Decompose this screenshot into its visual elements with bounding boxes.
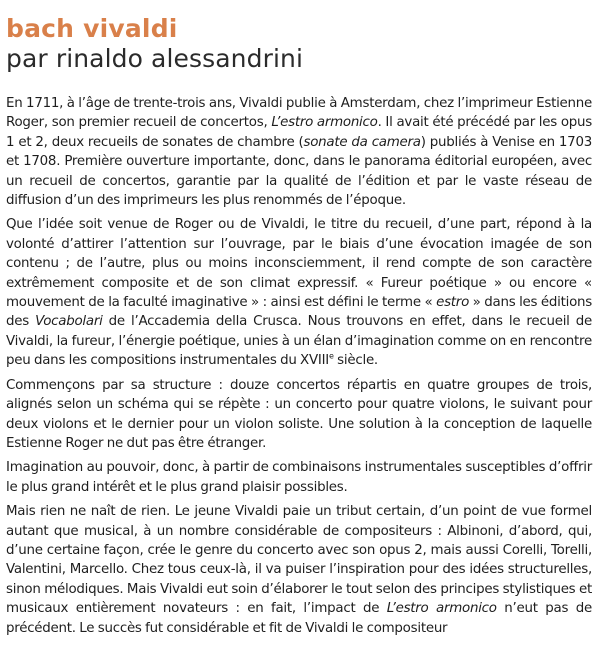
paragraph-2-text-c: » dans les éditions des xyxy=(6,295,592,330)
paragraph-5 xyxy=(6,502,592,638)
paragraph-1 xyxy=(6,94,592,210)
paragraph-4: Imagination au pouvoir, donc, à partir de combinaisons instrumentales susceptibles d’offrir le plus grand intérêt et le plus grand plaisir possibles. xyxy=(6,460,592,495)
paragraph-2 xyxy=(6,215,592,370)
work-title-estro-armonico: L’estro armonico xyxy=(271,115,378,131)
work-title-estro-armonico-2: L’estro armonico xyxy=(386,601,497,617)
document-title: bach vivaldi xyxy=(6,14,178,43)
term-vocabolari: Vocabolari xyxy=(35,314,103,330)
century-superscript: e xyxy=(329,351,334,361)
paragraph-1-text-e: ) publiés à Venise en 1703 et 1708. Première ouverture importante, donc, dans le panorama éditorial européen, avec un recueil de concertos, garantie par la qualité de l’édition et par le vaste réseau de diffusion d’un des imprimeurs les plus renommés de l’époque. xyxy=(6,134,592,209)
paragraph-2-text-f: siècle. xyxy=(333,353,378,369)
document-subtitle: par rinaldo alessandrini xyxy=(6,44,304,73)
term-estro: estro xyxy=(436,295,470,311)
paragraph-5-text-a: Mais rien ne naît de rien. Le jeune Vivaldi paie un tribut certain, d’un point de vue formel autant que musical, à un nombre considérable de compositeurs : Albinoni, d’abord, qui, d’une certaine façon, crée le genre du concerto avec son opus 2, mais aussi Corelli, Torelli, Valentini, Marcello. Chez tous ceux-là, il va puiser l’inspiration pour des idées structurelles, sinon mélodiques. Mais Vivaldi eut soin d’élaborer le tout selon des principes stylistiques et musicaux entièrement novateurs : en fait, l’impact de xyxy=(6,504,592,617)
paragraph-1-text-c: . Il avait été précédé par les opus 1 et 2, deux recueils de sonates de chambre ( xyxy=(6,115,592,150)
paragraph-2-text-a: Que l’idée soit venue de Roger ou de Vivaldi, le titre du recueil, d’une part, répond à la volonté d’attirer l’attention sur l’ouvrage, par le biais d’une évocation imagée de son contenu ; de l’autre, plus ou moins inconsciemment, il rend compte de son caractère extrêmement composite et de son climat expressif. « Fureur poétique » ou encore « mouvement de la faculté imaginative » : ainsi est défini le terme « xyxy=(6,217,592,311)
paragraph-1-text-a: En 1711, à l’âge de trente-trois ans, Vivaldi publie à Amsterdam, chez l’imprimeur Estienne Roger, son premier recueil de concertos, xyxy=(6,96,592,131)
term-sonate-da-camera: sonate da camera xyxy=(303,134,421,150)
paragraph-5-text-c: n’eut pas de précédent. Le succès fut considérable et fit de Vivaldi le compositeur xyxy=(6,601,592,636)
paragraph-3: Commençons par sa structure : douze concertos répartis en quatre groupes de trois, alignés selon un schéma qui se répète : un concerto pour quatre violons, le suivant pour deux violons et le dernier pour un violon soliste. Une solution à la conception de laquelle Estienne Roger ne dut pas être étranger. xyxy=(6,377,592,451)
paragraph-2-text-e: de l’Accademia della Crusca. Nous trouvons en effet, dans le recueil de Vivaldi, la fureur, l’énergie poétique, unies à un élan d’imagination comme on en rencontre peu dans les compositions instrumentales du XVIII xyxy=(6,314,592,369)
